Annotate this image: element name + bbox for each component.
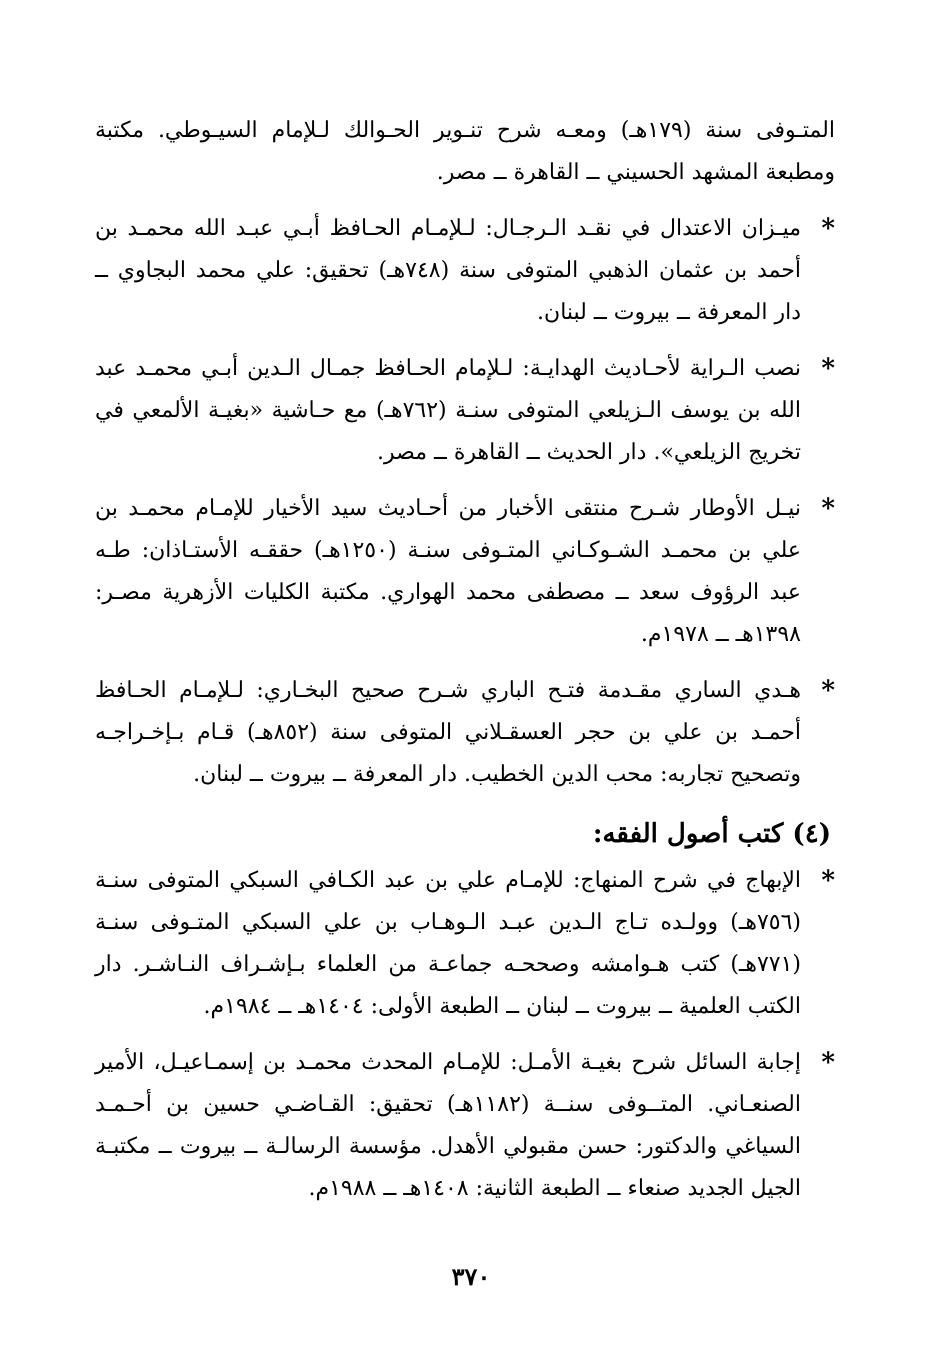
entry-text: هـدي الساري مقـدمة فتـح الباري شـرح صحيح البخـاري: لـلإمـام الحـافظ أحمـد بن علي بن حجر العسقـلاني المتوفى سنة (٨٥٢هـ) قـام بـإخـراجـه وتصحيح تجاربه: محب الدين الخطيب. دار المعرفة ــ بيروت ــ لبنان. — [95, 678, 802, 787]
bibliography-entry-nayl-al-awtar — [95, 488, 835, 656]
entry-text: إجابة السائل شرح بغيـة الأمـل: للإمـام المحدث محمـد بن إسمـاعيـل، الأمير الصنعـاني. المتــوفى سنــة (١١٨٢هـ) تحقيق: القـاضـي حسين بن أحـمـد السياغي والدكتور: حسن مقبولي الأهدل. مؤسسة الرسالـة ــ بيروت ــ مكتبـة الجيل الجديد صنعاء ــ الطبعة الثانية: ١٤٠٨هـ ــ ١٩٨٨م. — [95, 1050, 801, 1201]
bullet-asterisk: * — [821, 866, 835, 896]
document-body — [95, 110, 835, 1210]
bullet-asterisk: * — [821, 1048, 835, 1078]
bibliography-entry-al-ibhaj — [95, 860, 835, 1028]
bullet-asterisk: * — [821, 354, 835, 384]
entry-text: ميـزان الاعتدال في نقـد الـرجـال: لـلإمـام الحـافظ أبـي عبـد الله محمـد بن أحمد بن عثمان الذهبي المتوفى سنة (٧٤٨هـ) تحقيق: علي محمد البجاوي ــ دار المعرفة ــ بيروت ــ لبنان. — [95, 216, 802, 325]
bibliography-entry-mizan — [95, 208, 835, 334]
bibliography-entry-ijabat-al-sail — [95, 1042, 835, 1210]
continuation-paragraph: المتـوفى سنة (١٧٩هـ) ومعـه شرح تنـوير الحـوالك لـلإمام السيـوطي. مكتبة ومطبعة المشهد الحسيني ــ القاهرة ــ مصر. — [95, 118, 835, 185]
entry-text: نيـل الأوطار شـرح منتقى الأخبار من أحـاديث سيد الأخيار للإمـام محمـد بن علي بن محمـد الشـوكـاني المتـوفى سنـة (١٢٥٠هـ) حققـه الأستـاذان: طـه عبد الرؤوف سعد ــ مصطفى محمد الهواري. مكتبة الكليات الأزهرية مصـر: ١٣٩٨هـ ــ ١٩٧٨م. — [95, 496, 802, 647]
entry-text: الإبهاج في شرح المنهاج: للإمـام علي بن عبد الكـافي السبكي المتوفى سنـة (٧٥٦هـ) وولـده تـاج الـدين عبـد الـوهـاب بن علي السبكي المتـوفى سنـة (٧٧١هـ) كتب هـوامشه وصححـه جماعـة من العلماء بـإشـراف النـاشـر. دار الكتب العلمية ــ بيروت ــ لبنان ــ الطبعة الأولى: ١٤٠٤هـ ــ ١٩٨٤م. — [95, 868, 801, 1019]
bullet-asterisk: * — [821, 494, 835, 524]
bibliography-entry-hady-al-sari — [95, 670, 835, 796]
section-heading: (٤) كتب أصول الفقه: — [592, 819, 831, 849]
page-number: ٣٧٠ — [451, 1262, 491, 1291]
bullet-asterisk: * — [821, 676, 835, 706]
bibliography-entry-nasb-al-raya — [95, 348, 835, 474]
entry-text: نصب الـراية لأحـاديث الهدايـة: لـلإمام الحـافظ جمـال الـدين أبـي محمـد عبد الله بن يوسف الـزيلعي المتوفى سنـة (٧٦٢هـ) مع حـاشية «بغيـة الألمعي في تخريج الزيلعي». دار الحديث ــ القاهرة ــ مصر. — [95, 356, 801, 465]
bullet-asterisk: * — [821, 214, 835, 244]
